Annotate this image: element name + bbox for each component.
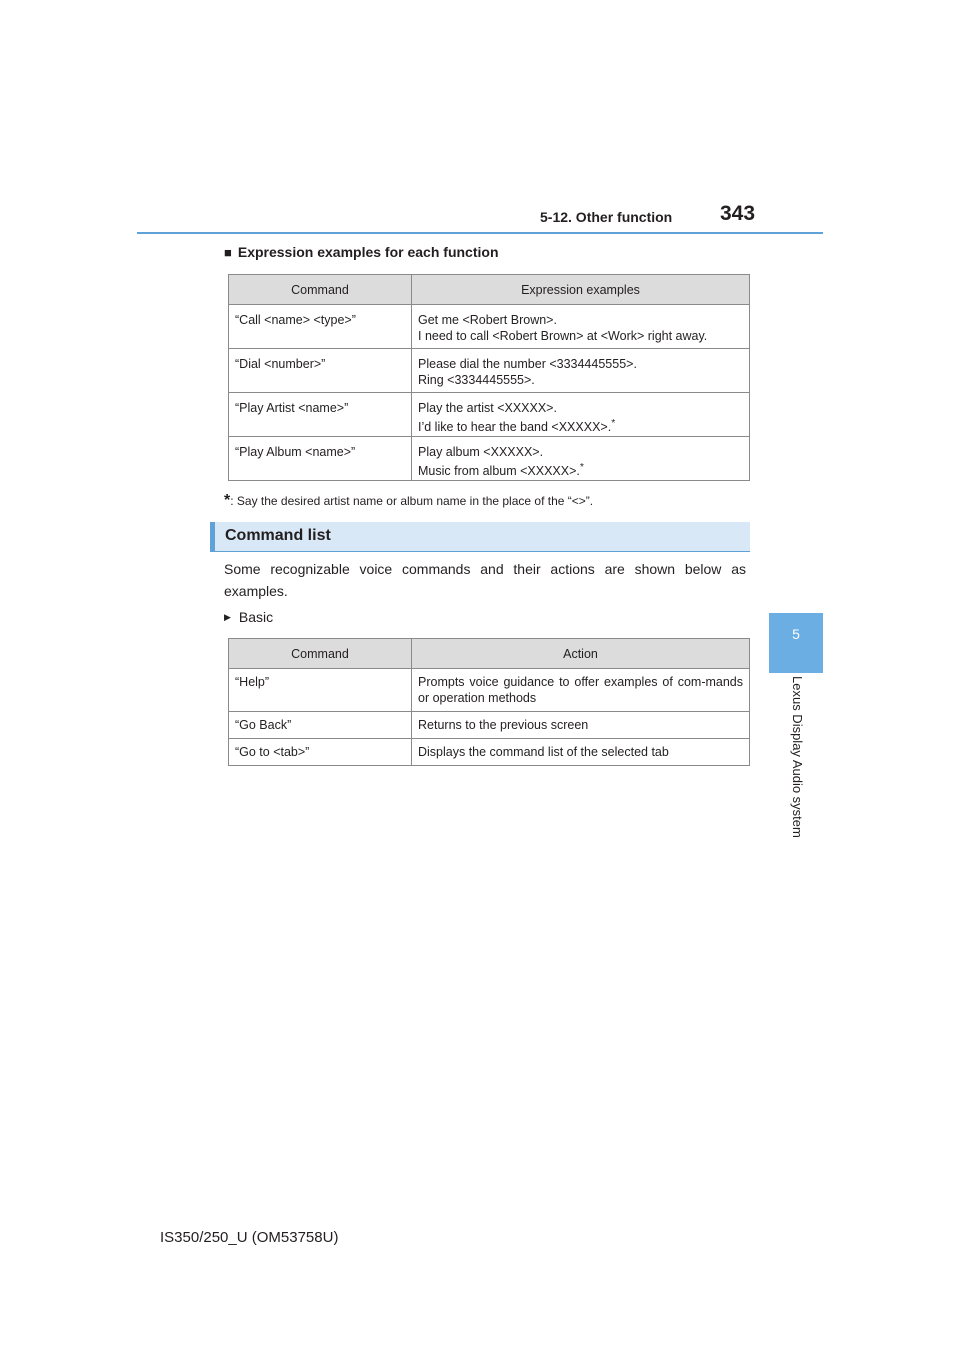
basic-subsection [224, 609, 273, 625]
table-row [229, 305, 750, 349]
footnote [224, 492, 593, 510]
expression-cell [412, 349, 750, 393]
table-header-row [229, 275, 750, 305]
column-header-expression-examples: Expression examples [412, 275, 750, 305]
header-rule [137, 232, 823, 234]
chapter-tab [769, 613, 823, 673]
footer-model-code: IS350/250_U (OM53758U) [160, 1229, 339, 1246]
command-cell: “Go Back” [229, 712, 412, 739]
table-row [229, 393, 750, 437]
expression-cell [412, 305, 750, 349]
asterisk-mark: * [579, 462, 584, 473]
command-cell: “Play Artist <name>” [229, 393, 412, 437]
expression-line: Please dial the number <3334445555>. [418, 357, 637, 371]
command-list-title: Command list [225, 527, 331, 544]
expression-line: I’d like to hear the band <XXXXX>.* [418, 418, 616, 435]
expression-cell [412, 437, 750, 481]
column-header-command: Command [229, 639, 412, 669]
table-row [229, 349, 750, 393]
column-header-command: Command [229, 275, 412, 305]
expression-line: Music from album <XXXXX>.* [418, 462, 584, 479]
asterisk-mark: * [611, 418, 616, 429]
table-row [229, 739, 750, 766]
command-cell: “Play Album <name>” [229, 437, 412, 481]
expression-cell [412, 393, 750, 437]
action-cell: Displays the command list of the selected tab [412, 739, 750, 766]
expression-examples-table [228, 274, 750, 481]
command-list-banner [210, 522, 750, 552]
action-cell: Returns to the previous screen [412, 712, 750, 739]
table-header-row [229, 639, 750, 669]
expression-examples-heading [224, 244, 499, 260]
expression-line: Get me <Robert Brown>. [418, 313, 557, 327]
expression-line: Play the artist <XXXXX>. [418, 401, 557, 415]
table-row [229, 712, 750, 739]
expression-line: I need to call <Robert Brown> at <Work> right away. [418, 329, 708, 343]
expression-line: Play album <XXXXX>. [418, 445, 544, 459]
chapter-tab-label: Lexus Display Audio system [790, 676, 805, 838]
footnote-text: : Say the desired artist name or album name in the place of the “<>”. [230, 494, 594, 508]
command-cell: “Help” [229, 669, 412, 712]
basic-commands-table [228, 638, 750, 766]
expression-examples-heading-text: Expression examples for each function [237, 244, 499, 260]
page-number: 343 [720, 202, 756, 225]
command-cell: “Go to <tab>” [229, 739, 412, 766]
running-header-section: 5-12. Other function [540, 209, 673, 225]
command-cell: “Call <name> <type>” [229, 305, 412, 349]
action-cell: Prompts voice guidance to offer examples of com-mands or operation methods [412, 669, 750, 712]
command-cell: “Dial <number>” [229, 349, 412, 393]
expression-line: Ring <3334445555>. [418, 373, 535, 387]
footnote-asterisk: * [224, 492, 231, 509]
triangle-bullet-icon: ▶ [224, 612, 231, 622]
chapter-tab-number: 5 [792, 626, 800, 642]
column-header-action: Action [412, 639, 750, 669]
command-list-intro: Some recognizable voice commands and their actions are shown below as examples. [224, 561, 746, 599]
heading-square-icon: ■ [224, 245, 232, 260]
basic-label: Basic [238, 609, 274, 625]
table-row [229, 437, 750, 481]
table-row [229, 669, 750, 712]
